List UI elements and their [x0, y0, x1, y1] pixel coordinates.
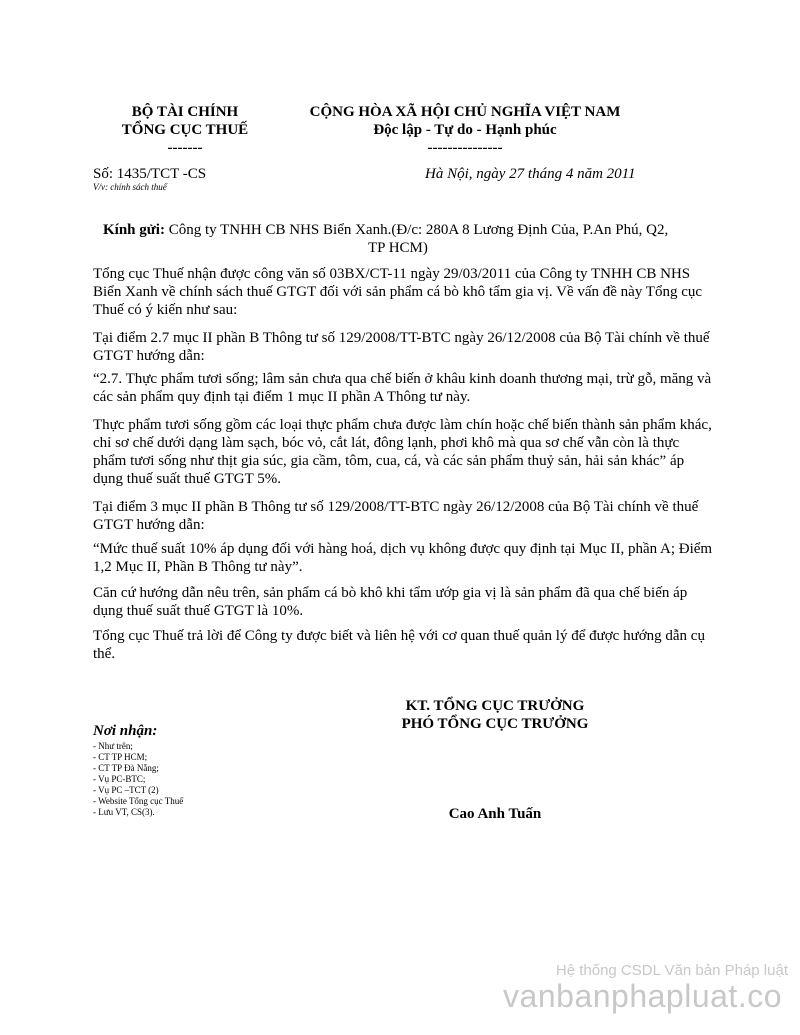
- recipient-item: - Vụ PC –TCT (2): [93, 785, 159, 795]
- national-motto-block: [290, 103, 640, 157]
- signature-title-1: KT. TỔNG CỤC TRƯỞNG: [405, 698, 585, 714]
- recipient-item: - CT TP HCM;: [93, 752, 148, 762]
- watermark-line-1: Hệ thống CSDL Văn bản Pháp luật: [555, 962, 788, 979]
- motto: Độc lập - Tự do - Hạnh phúc: [373, 122, 557, 138]
- paragraph-7: Căn cứ hướng dẫn nêu trên, sản phẩm cá bò khô khi tẩm ướp gia vị là sản phẩm đã qua chế biến áp dụng thuế suất thuế GTGT là 10%.: [93, 585, 688, 619]
- ministry-name: BỘ TÀI CHÍNH: [131, 104, 239, 120]
- recipient-item: - Như trên;: [93, 741, 133, 751]
- paragraph-5: Tại điểm 3 mục II phần B Thông tư số 129/2008/TT-BTC ngày 26/12/2008 của Bộ Tài chính về thuế GTGT hướng dẫn:: [93, 499, 699, 533]
- signer-name: Cao Anh Tuấn: [448, 806, 542, 822]
- paragraph-8: Tổng cục Thuế trả lời để Công ty được biết và liên hệ với cơ quan thuế quản lý để được hướng dẫn cụ thể.: [93, 628, 705, 662]
- recipient-item: - CT TP Đà Nẵng;: [93, 763, 159, 773]
- document-number: Số: 1435/TCT -CS: [93, 166, 207, 182]
- addressee-line-1: Công ty TNHH CB NHS Biển Xanh.(Đ/c: 280A 8 Lương Định Của, P.An Phú, Q2,: [168, 222, 669, 238]
- signature-block: [370, 697, 620, 733]
- paragraph-3: “2.7. Thực phẩm tươi sống; lâm sản chưa qua chế biến ở khâu kinh doanh thương mại, trừ gỗ, măng và các sản phẩm quy định tại điểm 1 mục II phần A Thông tư này.: [93, 371, 712, 405]
- recipient-item: - Website Tổng cục Thuế: [93, 796, 184, 806]
- recipients-title: Nơi nhận:: [93, 723, 158, 739]
- addressee-label: Kính gửi:: [103, 222, 165, 238]
- issuer-divider: -------: [167, 140, 203, 156]
- addressee-line-2: TP HCM): [368, 240, 428, 256]
- watermark-line-2: vanbanphapluat.co: [503, 978, 782, 1014]
- motto-divider: ---------------: [427, 140, 503, 156]
- signature-title-2: PHÓ TỔNG CỤC TRƯỞNG: [401, 716, 589, 732]
- recipient-item: - Lưu VT, CS(3).: [93, 807, 155, 817]
- recipient-item: - Vụ PC-BTC;: [93, 774, 146, 784]
- document-subject: V/v: chính sách thuế: [93, 182, 167, 192]
- recipients-list: [93, 741, 183, 818]
- addressee: [100, 221, 720, 257]
- country-name: CỘNG HÒA XÃ HỘI CHỦ NGHĨA VIỆT NAM: [309, 104, 621, 120]
- paragraph-1: Tổng cục Thuế nhận được công văn số 03BX/CT-11 ngày 29/03/2011 của Công ty TNHH CB NHS Biển Xanh về chính sách thuế GTGT đối với sản phẩm cá bò khô tẩm gia vị. Về vấn đề này Tổng cục Thuế có ý kiến như sau:: [93, 266, 703, 318]
- department-name: TỔNG CỤC THUẾ: [121, 122, 249, 138]
- paragraph-4: Thực phẩm tươi sống gồm các loại thực phẩm chưa được làm chín hoặc chế biến thành sản phẩm khác, chỉ sơ chế dưới dạng làm sạch, bóc vỏ, cắt lát, đông lạnh, phơi khô mà qua sơ chế vẫn còn là thực phẩm tươi sống như thịt gia súc, gia cầm, tôm, cua, cá, và các sản phẩm thuỷ sản, hải sản khác” áp dụng thuế suất thuế GTGT 5%.: [93, 417, 712, 487]
- paragraph-6: “Mức thuế suất 10% áp dụng đối với hàng hoá, dịch vụ không được quy định tại Mục II, phần A; Điểm 1,2 Mục II, Phần B Thông tư này”.: [93, 541, 713, 575]
- recipients-block: [93, 722, 183, 818]
- issuer-block: [95, 103, 275, 157]
- place-date: Hà Nội, ngày 27 tháng 4 năm 2011: [425, 166, 636, 182]
- paragraph-2: Tại điểm 2.7 mục II phần B Thông tư số 129/2008/TT-BTC ngày 26/12/2008 của Bộ Tài chính về thuế GTGT hướng dẫn:: [93, 330, 710, 364]
